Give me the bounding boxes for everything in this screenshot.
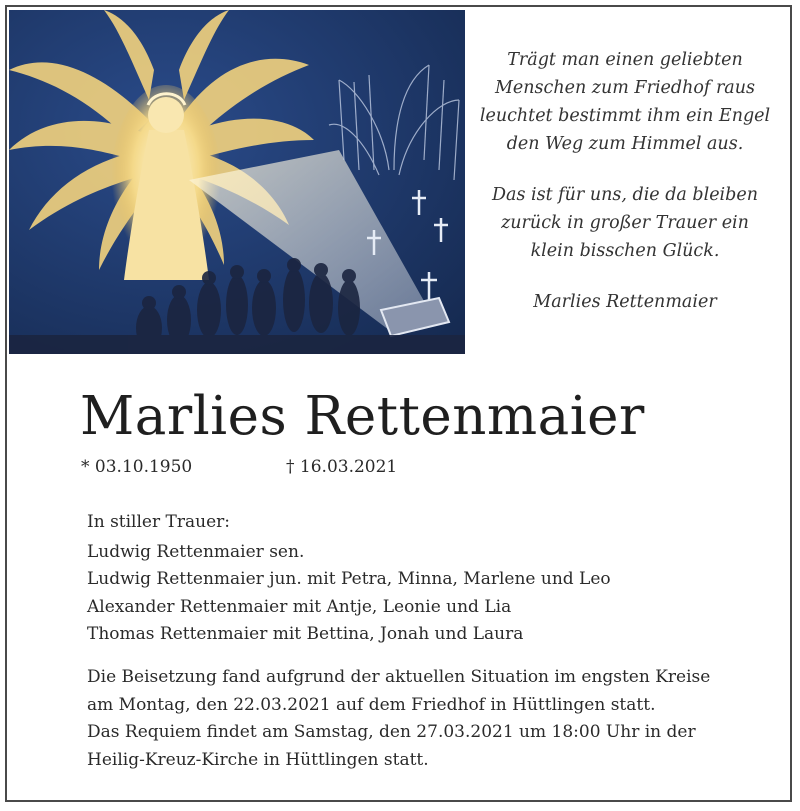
funeral-notice <box>87 664 710 774</box>
poem-stanza-1 <box>478 46 772 158</box>
poem-line: Menschen zum Friedhof raus <box>495 78 755 98</box>
mourners-heading: In stiller Trauer: <box>87 512 230 532</box>
poem-line: zurück in großer Trauer ein <box>501 213 749 233</box>
mourner-entry: Alexander Rettenmaier mit Antje, Leonie und Lia <box>87 596 512 617</box>
notice-line: Heilig-Kreuz-Kirche in Hüttlingen statt. <box>87 749 429 770</box>
poem-line: klein bisschen Glück. <box>530 241 720 261</box>
poem-line: Trägt man einen geliebten <box>507 50 743 70</box>
angel-painting <box>9 10 465 354</box>
poem-line: leuchtet bestimmt ihm ein Engel <box>479 106 771 126</box>
death-date: † 16.03.2021 <box>286 457 398 477</box>
notice-line: Das Requiem findet am Samstag, den 27.03.2021 um 18:00 Uhr in der <box>87 722 696 742</box>
notice-line: am Montag, den 22.03.2021 auf dem Friedhof in Hüttlingen statt. <box>87 694 656 715</box>
notice-line: Die Beisetzung fand aufgrund der aktuellen Situation im engsten Kreise <box>87 667 711 687</box>
poem-line: den Weg zum Himmel aus. <box>506 134 744 154</box>
birth-date: * 03.10.1950 <box>81 457 193 477</box>
mourner-entry: Ludwig Rettenmaier sen. <box>87 541 305 562</box>
poem-author: Marlies Rettenmaier <box>533 292 717 312</box>
mourner-entry: Thomas Rettenmaier mit Bettina, Jonah und Laura <box>87 624 524 644</box>
poem-line: Das ist für uns, die da bleiben <box>491 185 758 205</box>
deceased-name: Marlies Rettenmaier <box>80 386 645 447</box>
poem-stanza-2 <box>478 181 772 265</box>
poem <box>478 46 772 316</box>
mourners-list <box>87 509 611 649</box>
mourner-entry: Ludwig Rettenmaier jun. mit Petra, Minna, Marlene und Leo <box>87 569 611 589</box>
